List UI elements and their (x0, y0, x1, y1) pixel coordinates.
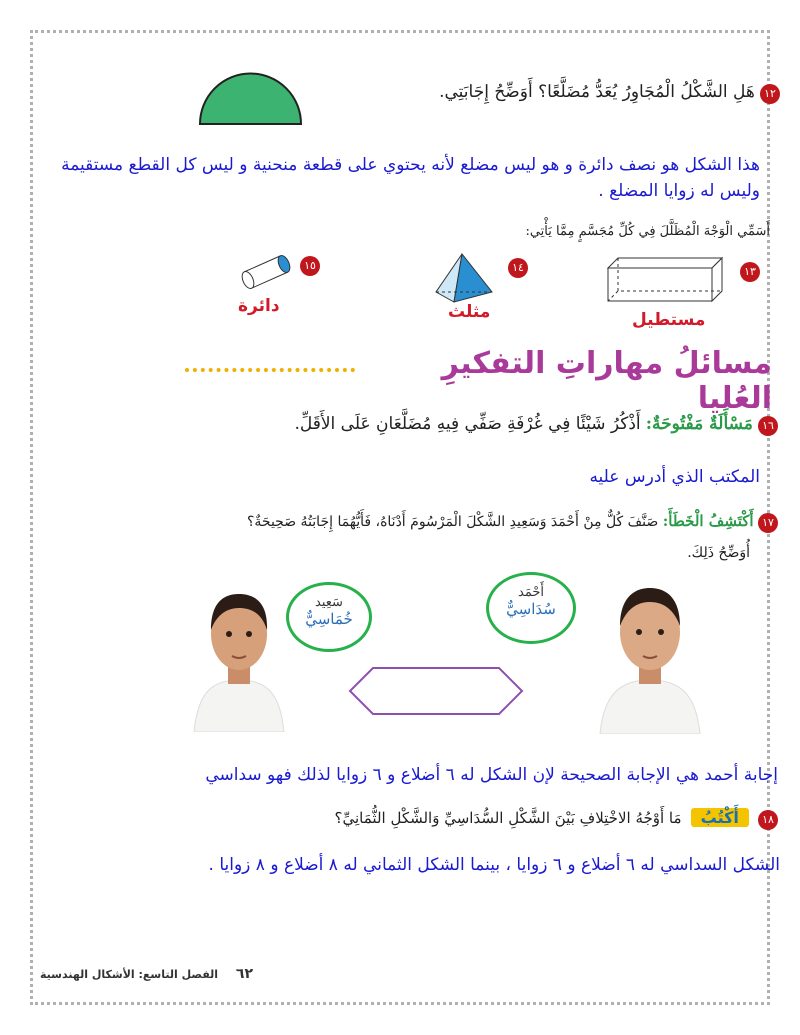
question-text: هَلِ الشَّكْلُ الْمُجَاوِرُ يُعَدُّ مُضَلَّعًا؟ أَوَضِّحُ إِجَابَتِي. (439, 82, 755, 102)
footer (40, 966, 320, 982)
question-number: ١٧ (758, 513, 778, 533)
question-text: أَذْكُرُ شَيْئًا فِي غُرْفَةِ صَفِّي فِيهِ مُضَلَّعَانِ عَلَى الأَقَلِّ. (294, 414, 641, 434)
page-number: ٦٢ (235, 966, 253, 982)
question-text: مَا أَوْجُهُ الاخْتِلافِ بَيْنَ الشَّكْلِ السُّدَاسِيِّ وَالشَّكْلِ الثُّمَانِيِّ؟ (334, 809, 682, 827)
answer-17: إجابة أحمد هي الإجابة الصحيحة لإن الشكل له ٦ أضلاع و ٦ زوايا لذلك فهو سداسي (205, 765, 778, 785)
section-dots (185, 368, 355, 372)
cylinder-figure (238, 252, 298, 292)
said-answer: خُمَاسِيٌّ (305, 610, 353, 628)
ahmad-answer: سُدَاسِيٌّ (506, 600, 556, 618)
answer-18: الشكل السداسي له ٦ أضلاع و ٦ زوايا ، بينما الشكل الثماني له ٨ أضلاع و ٨ زوايا . (208, 855, 780, 875)
question-label: مَسْأَلَةٌ مَفْتُوحَةٌ: (645, 414, 753, 434)
shaded-faces-prompt: أَسَمِّي الْوَجْهَ الْمُظَلَّلَ فِي كُلِّ مُجَسَّمٍ مِمَّا يَأْتِي: (525, 224, 770, 239)
question-number: ١٢ (760, 84, 780, 104)
pyramid-figure (432, 252, 496, 304)
question-16 (150, 414, 778, 436)
question-label: أَكْتَشِفُ الْخَطَأَ: (662, 512, 754, 530)
question-12 (330, 82, 780, 104)
question-number: ١٣ (740, 262, 760, 282)
answer-13: مستطيل (632, 310, 706, 330)
rectangular-prism-figure (606, 256, 724, 304)
said-speech-bubble (286, 582, 372, 652)
question-number: ١٨ (758, 810, 778, 830)
question-number: ١٤ (508, 258, 528, 278)
question-18 (260, 808, 778, 830)
write-badge: أَكْتُبُ (691, 808, 749, 827)
said-photo (184, 572, 294, 732)
ahmad-photo (592, 570, 708, 734)
chapter-title: الفصل التاسع: الأشكال الهندسية (40, 968, 219, 981)
question-number: ١٥ (300, 256, 320, 276)
question-17 (110, 512, 778, 533)
ahmad-name: أَحْمَد (518, 585, 544, 600)
answer-12: هذا الشكل هو نصف دائرة و هو ليس مضلع لأنه يحتوي على قطعة منحنية و ليس كل القطع مستقيمة وليس له زوايا المضلع . (61, 155, 760, 201)
section-title: مسائلُ مهاراتِ التفكيرِ العُليا (441, 346, 772, 416)
hexagon-figure (348, 666, 524, 716)
question-text-continued: أُوَضِّحُ ذَلِكَ. (687, 545, 750, 561)
answer-16: المكتب الذي أدرس عليه (589, 467, 760, 487)
question-text: صَنَّفَ كُلٌّ مِنْ أَحْمَدَ وَسَعِيدِ الشَّكْلَ الْمَرْسُومَ أَدْنَاهُ، فَأَيُّهُمَا إِجَابَتُهُ صَحِيحَةٌ؟ (246, 514, 659, 530)
ahmad-speech-bubble (486, 572, 576, 644)
semicircle-figure (198, 70, 303, 126)
question-number: ١٦ (758, 416, 778, 436)
answer-14: مثلث (448, 302, 491, 322)
answer-15: دائرة (238, 296, 280, 316)
said-name: سَعِيد (315, 595, 343, 610)
